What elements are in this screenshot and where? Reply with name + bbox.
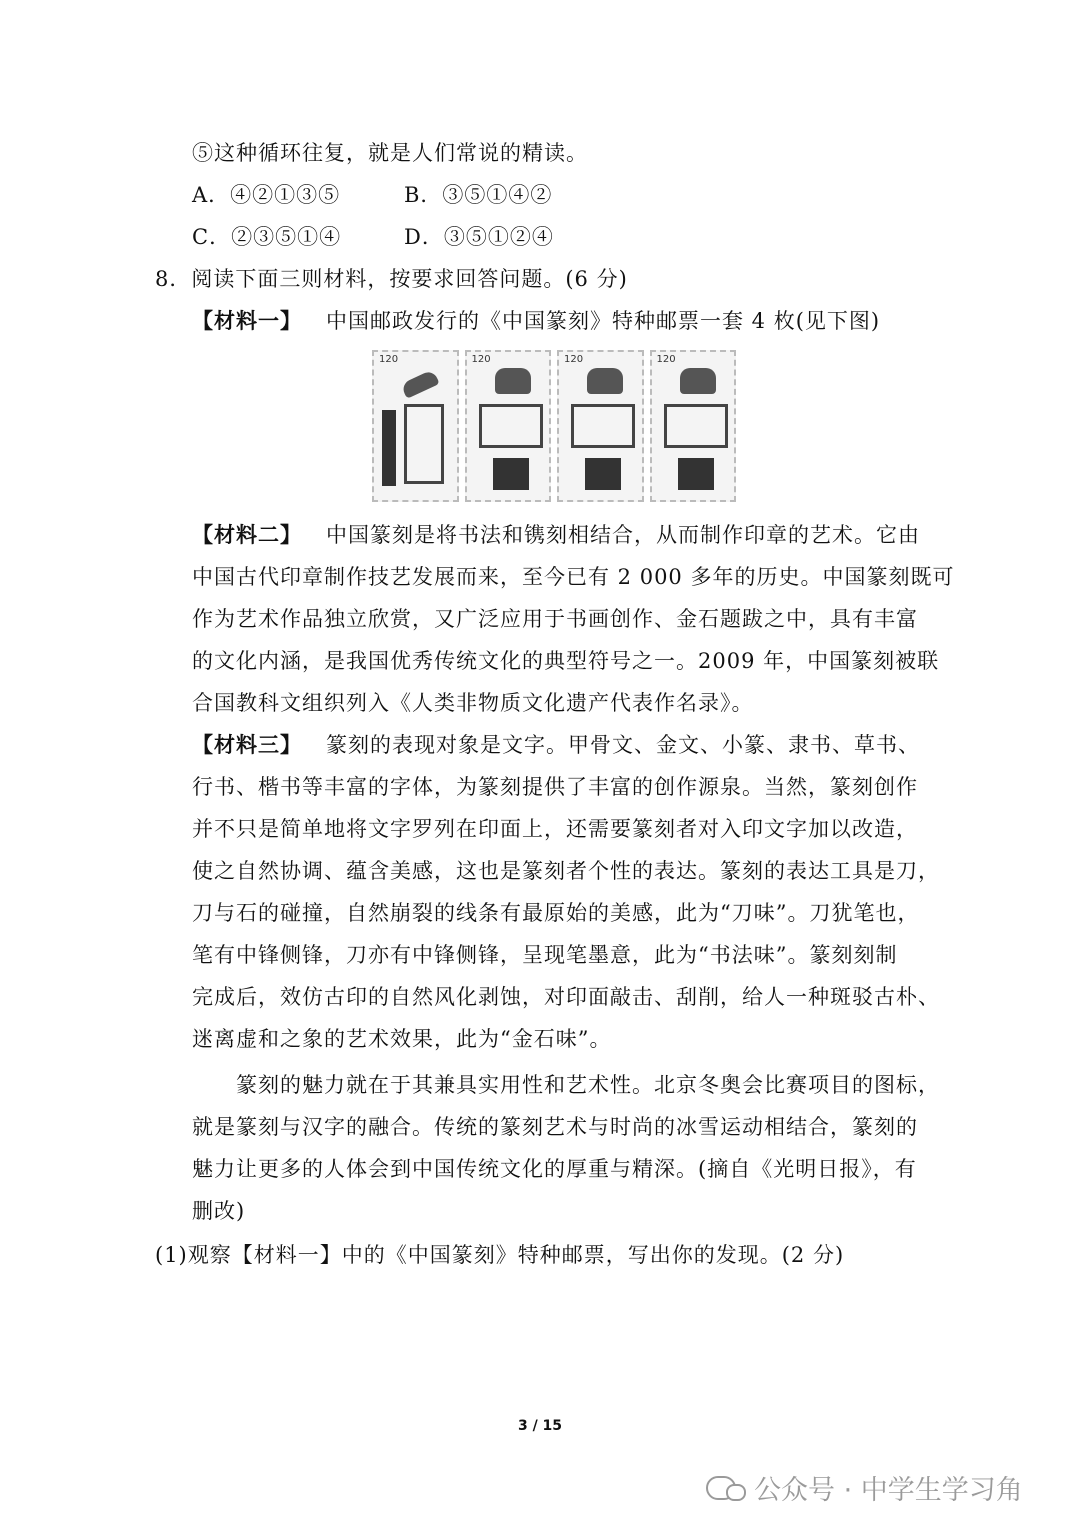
seal-impression-icon [479,404,543,448]
seal-handle-icon [587,368,623,394]
seal-handle-icon [680,368,716,394]
seal-impression-icon [571,404,635,448]
choice-b: B．③⑤①④② [404,183,553,207]
question-8-title: 8．阅读下面三则材料，按要求回答问题。(6 分) [155,267,628,291]
choice-a: A．④②①③⑤ [192,183,341,207]
material-3-line: 刀与石的碰撞，自然崩裂的线条有最原始的美感，此为“刀味”。刀犹笔也， [192,901,920,925]
material-2-label: 【材料二】 [192,523,302,547]
stamp-2 [465,350,552,502]
seal-square-icon [493,458,529,490]
material-3-line: 并不只是简单地将文字罗列在印面上，还需要篆刻者对入印文字加以改造， [192,817,918,841]
material-3-label: 【材料三】 [192,733,302,757]
choice-c: C．②③⑤①④ [192,225,342,249]
material-2-line: 作为艺术作品独立欣赏，又广泛应用于书画创作、金石题跋之中，具有丰富 [192,607,918,631]
wechat-icon [706,1476,736,1500]
seal-impression-icon [664,404,728,448]
seal-handle-icon [495,368,531,394]
stamp-value: 120 [656,354,676,365]
material-2-line: 中国篆刻是将书法和镌刻相结合，从而制作印章的艺术。它由 [326,523,920,547]
stamp-1 [372,350,459,502]
stamp-3 [557,350,644,502]
stamp-set-image [372,350,736,502]
material-2-line: 中国古代印章制作技艺发展而来，至今已有 2 000 多年的历史。中国篆刻既可 [192,565,955,589]
stamp-value: 120 [471,354,491,365]
material-3-line: 完成后，效仿古印的自然风化剥蚀，对印面敲击、刮削，给人一种斑驳古朴、 [192,985,940,1009]
material-2-line: 合国教科文组织列入《人类非物质文化遗产代表作名录》。 [192,691,754,715]
material-3-para2-line: 篆刻的魅力就在于其兼具实用性和艺术性。北京冬奥会比赛项目的图标， [236,1073,940,1097]
choice-d: D．③⑤①②④ [404,225,554,249]
material-3-line: 使之自然协调、蕴含美感，这也是篆刻者个性的表达。篆刻的表达工具是刀， [192,859,940,883]
stamp-value: 120 [379,354,399,365]
material-3-para2-line: 就是篆刻与汉字的融合。传统的篆刻艺术与时尚的冰雪运动相结合，篆刻的 [192,1115,918,1139]
seal-handle-icon [400,369,439,399]
stamp-4 [650,350,737,502]
material-3-line: 迷离虚和之象的艺术效果，此为“金石味”。 [192,1027,612,1051]
material-3-para2-line: 魅力让更多的人体会到中国传统文化的厚重与精深。(摘自《光明日报》，有 [192,1157,917,1181]
material-3-para2-line: 删改) [192,1199,246,1223]
material-3-line: 笔有中锋侧锋，刀亦有中锋侧锋，呈现笔墨意，此为“书法味”。篆刻刻制 [192,943,898,967]
material-1-label: 【材料一】 [192,309,302,333]
option-5: ⑤这种循环往复，就是人们常说的精读。 [192,141,588,165]
material-1-text: 中国邮政发行的《中国篆刻》特种邮票一套 4 枚(见下图) [326,309,881,333]
stamp-value: 120 [564,354,584,365]
material-3-line: 行书、楷书等丰富的字体，为篆刻提供了丰富的创作源泉。当然，篆刻创作 [192,775,918,799]
seal-square-icon [678,458,714,490]
seal-square-icon [382,410,396,486]
watermark [706,1468,1023,1507]
sub-question-1: (1)观察【材料一】中的《中国篆刻》特种邮票，写出你的发现。(2 分) [155,1243,845,1267]
seal-square-icon [585,458,621,490]
watermark-text: 公众号 · 中学生学习角 [754,1475,1023,1506]
page-number: 3 / 15 [517,1418,563,1434]
material-2-line: 的文化内涵，是我国优秀传统文化的典型符号之一。2009 年，中国篆刻被联 [192,649,940,673]
material-3-line: 篆刻的表现对象是文字。甲骨文、金文、小篆、隶书、草书、 [326,733,920,757]
seal-impression-icon [404,404,444,484]
